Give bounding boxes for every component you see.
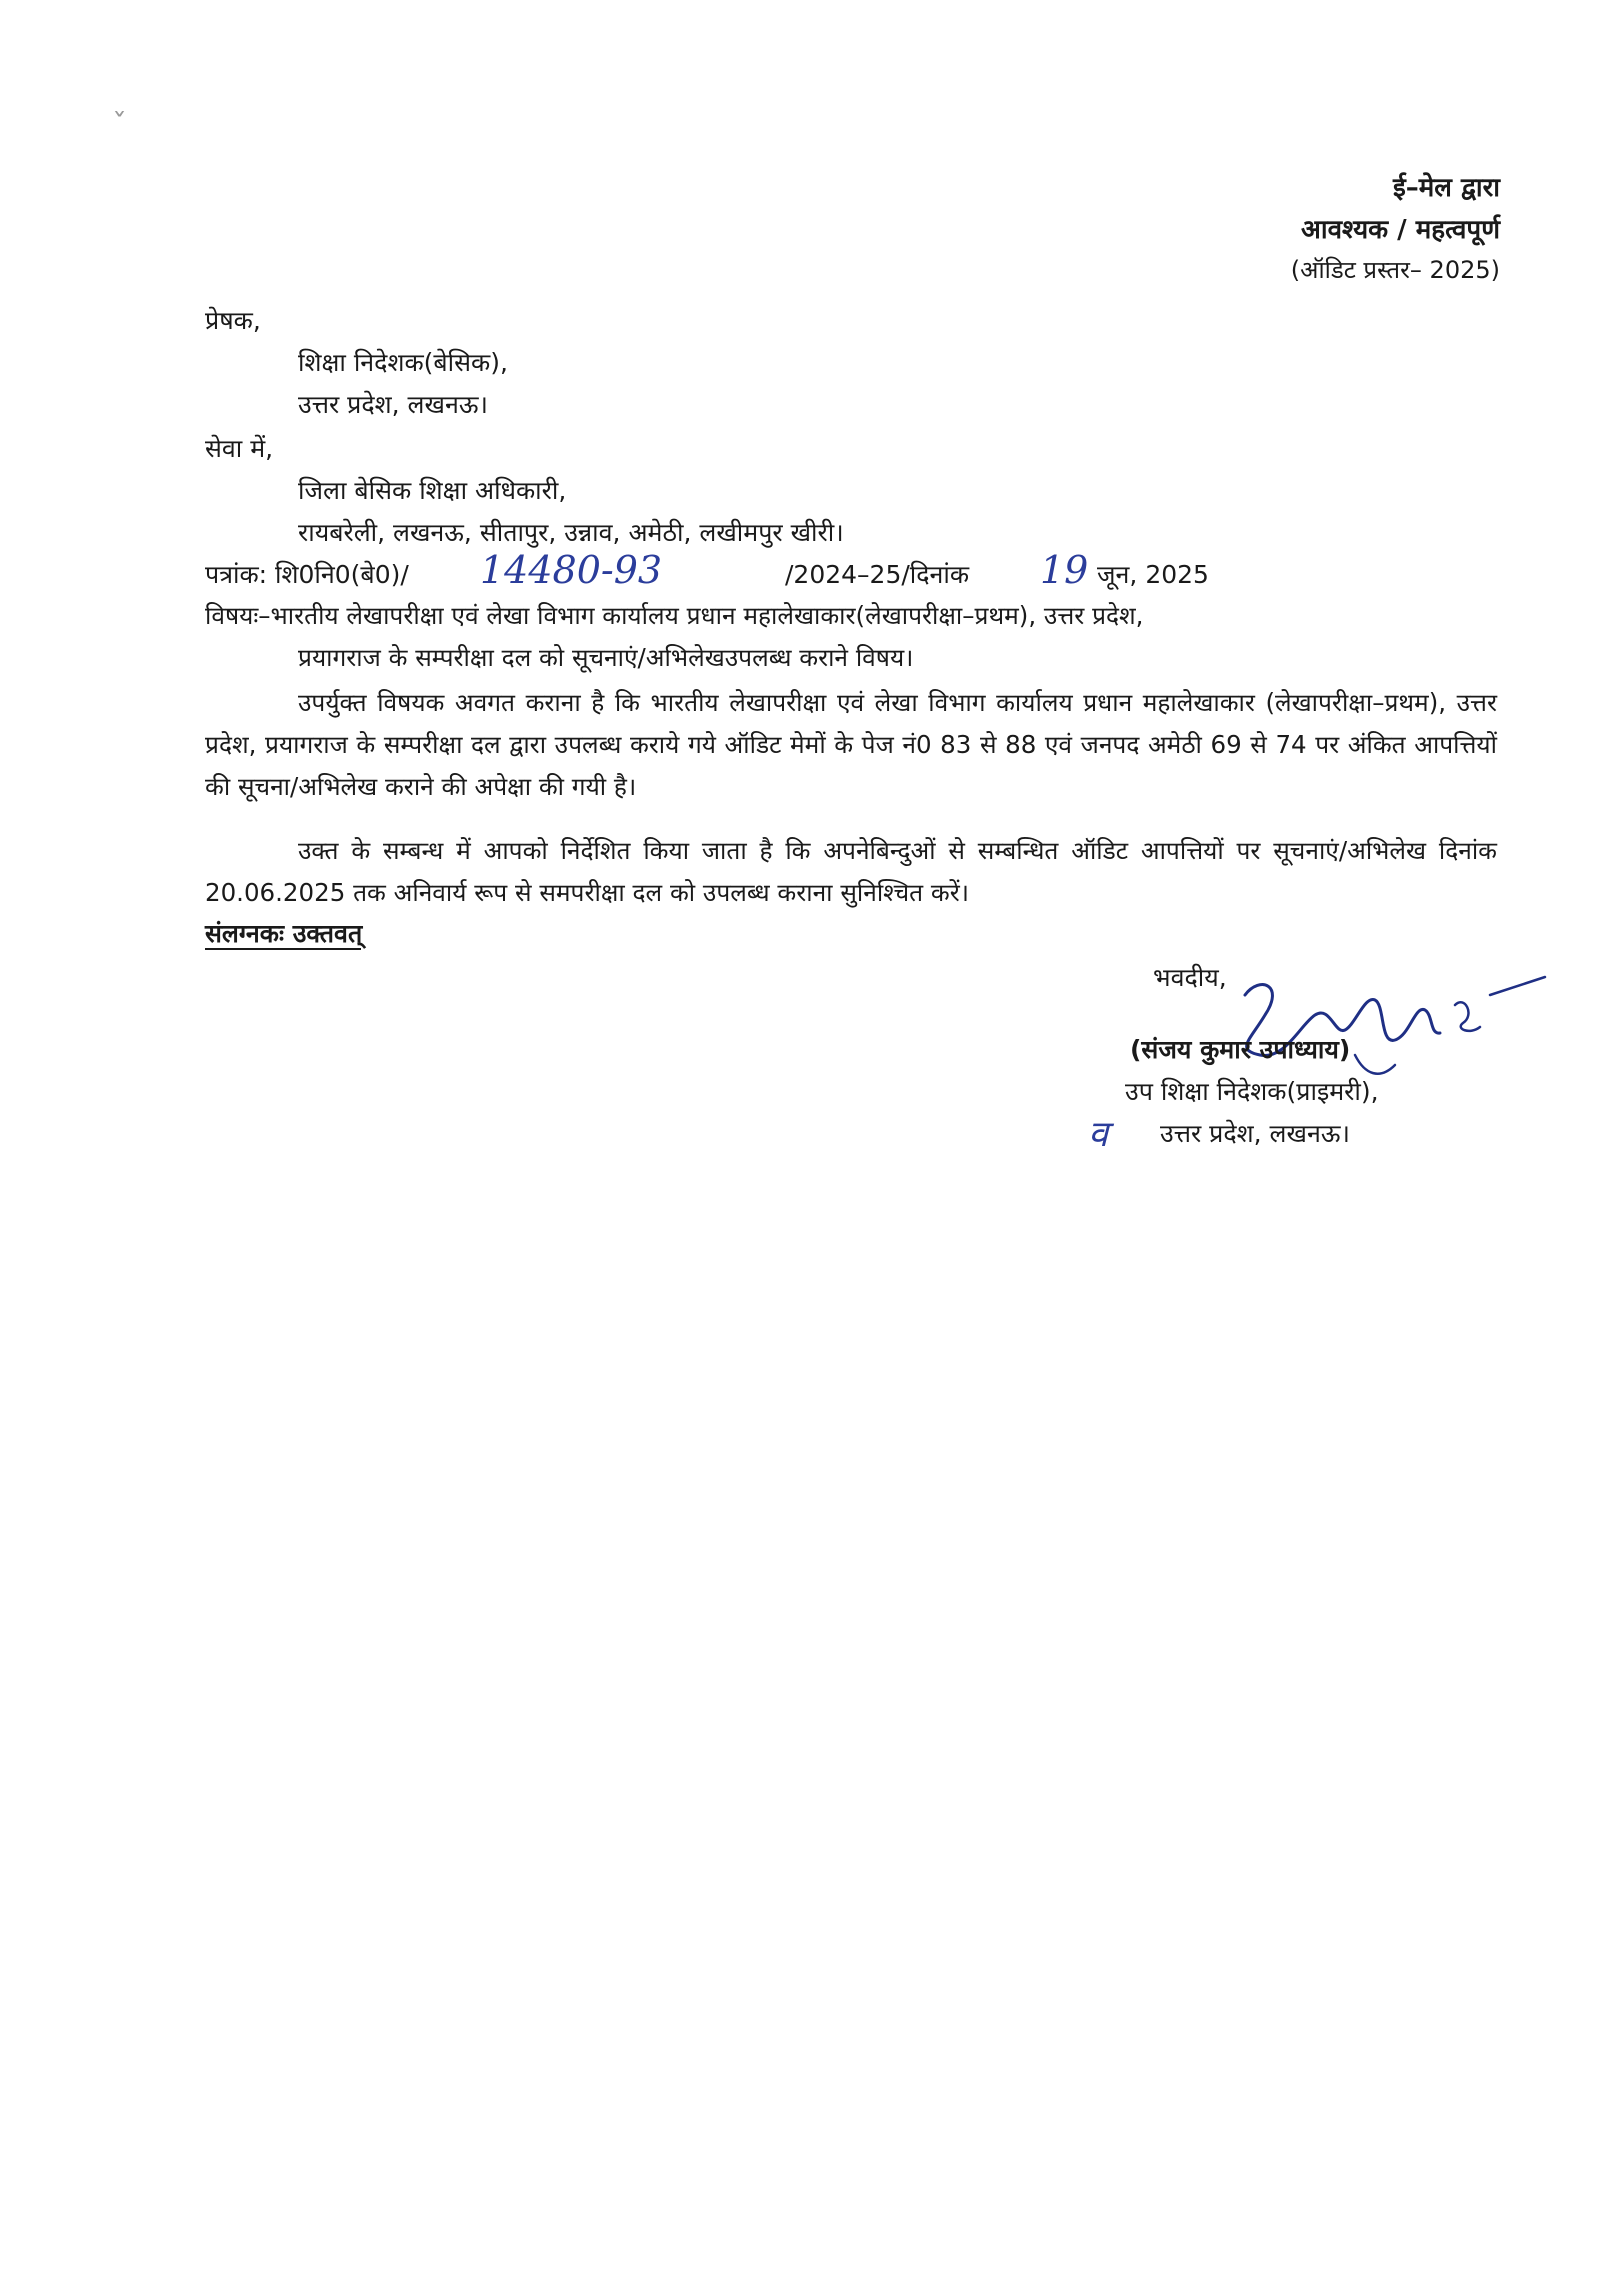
recipient-districts: रायबरेली, लखनऊ, सीतापुर, उन्नाव, अमेठी, लखीमपुर खीरी।	[298, 518, 844, 547]
subject-line-1: विषयः–भारतीय लेखापरीक्षा एवं लेखा विभाग कार्यालय प्रधान महालेखाकार(लेखापरीक्षा–प्रथम), उत्तर प्रदेश,	[205, 601, 1144, 630]
reference-month-year: जून, 2025	[1097, 560, 1209, 589]
reference-year-date-label: /2024–25/दिनांक	[785, 560, 970, 589]
handwritten-initial: व	[1088, 1114, 1109, 1155]
corner-mark: ˇ	[112, 108, 127, 143]
header-audit-line: (ऑडिट प्रस्तर– 2025)	[1290, 256, 1500, 284]
body-paragraph-2: उक्त के सम्बन्ध में आपको निर्देशित किया जाता है कि अपनेबिन्दुओं से सम्बन्धित ऑडिट आपत्तियों पर सूचनाएं/अभिलेख दिनांक 20.06.2025 तक अनिवार्य रूप से समपरीक्षा दल को उपलब्ध कराना सुनिश्चित करें।	[205, 836, 1497, 907]
signatory-name: (संजय कुमार उपाध्याय)	[1130, 1035, 1351, 1064]
closing-salutation: भवदीय,	[1153, 963, 1227, 992]
header-email-line: ई–मेल द्वारा	[1392, 173, 1500, 203]
reference-prefix: पत्रांक: शि0नि0(बे0)/	[205, 560, 409, 589]
enclosure-note: संलग्नकः उक्तवत्	[205, 919, 363, 948]
signatory-designation: उप शिक्षा निदेशक(प्राइमरी),	[1125, 1077, 1379, 1106]
recipient-office: जिला बेसिक शिक्षा अधिकारी,	[298, 476, 567, 505]
sender-label: प्रेषक,	[205, 306, 261, 335]
signatory-location: उत्तर प्रदेश, लखनऊ।	[1160, 1119, 1350, 1148]
recipient-label: सेवा में,	[205, 434, 274, 463]
reference-number-handwritten: 14480-93	[480, 548, 663, 592]
sender-office: शिक्षा निदेशक(बेसिक),	[298, 348, 508, 377]
subject-line-2: प्रयागराज के सम्परीक्षा दल को सूचनाएं/अभिलेखउपलब्ध कराने विषय।	[298, 643, 914, 672]
body-paragraph-1: उपर्युक्त विषयक अवगत कराना है कि भारतीय लेखापरीक्षा एवं लेखा विभाग कार्यालय प्रधान महालेखाकार (लेखापरीक्षा–प्रथम), उत्तर प्रदेश, प्रयागराज के सम्परीक्षा दल द्वारा उपलब्ध कराये गये ऑडिट मेमों के पेज नं0 83 से 88 एवं जनपद अमेठी 69 से 74 पर अंकित आपत्तियों की सूचना/अभिलेख कराने की अपेक्षा की गयी है।	[205, 688, 1497, 801]
reference-day-handwritten: 19	[1040, 548, 1089, 592]
sender-location: उत्तर प्रदेश, लखनऊ।	[298, 390, 488, 419]
header-priority-line: आवश्यक / महत्वपूर्ण	[1301, 215, 1500, 245]
